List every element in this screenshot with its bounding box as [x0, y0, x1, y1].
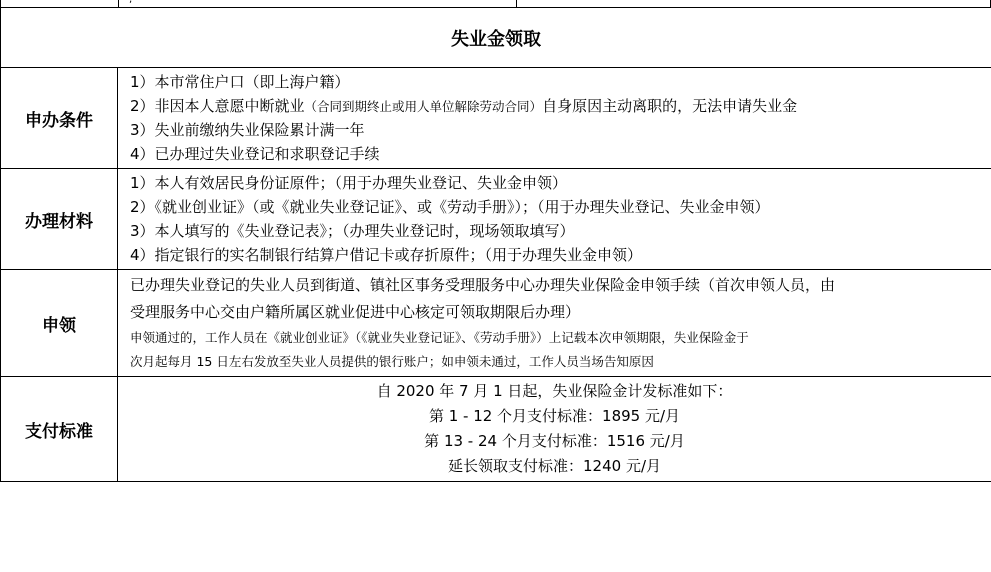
- materials-content: [118, 169, 991, 270]
- standard-line: 第 13 - 24 个月支付标准：1516 元/月: [424, 432, 685, 450]
- standards-label: 支付标准: [1, 377, 118, 482]
- material-item: 4）指定银行的实名制银行结算户借记卡或存折原件；（用于办理失业金申领）: [130, 246, 643, 264]
- claim-note-line: 申领通过的，工作人员在《就业创业证》（《就业失业登记证》、《劳动手册》）上记载本次申领期限，失业保险金于: [130, 330, 749, 345]
- standard-line: 第 1 - 12 个月支付标准：1895 元/月: [428, 407, 681, 425]
- title-row: [1, 8, 991, 68]
- condition-item: [118, 94, 991, 118]
- material-item: 1）本人有效居民身份证原件；（用于办理失业登记、失业金申领）: [130, 174, 568, 192]
- materials-label: 办理材料: [1, 169, 118, 270]
- condition-item-note: （合同到期终止或用人单位解除劳动合同）: [304, 99, 543, 114]
- condition-item-main: 2）非因本人意愿中断就业: [130, 97, 305, 115]
- material-item: 3）本人填写的《失业登记表》；（办理失业登记时，现场领取填写）: [130, 222, 575, 240]
- conditions-label: 申办条件: [1, 68, 118, 169]
- claim-label: 申领: [1, 270, 118, 377]
- claim-row: [1, 270, 991, 377]
- table-title: 失业金领取: [1, 8, 991, 68]
- materials-row: [1, 169, 991, 270]
- claim-line: 受理服务中心交由户籍所属区就业促进中心核定可领取期限后办理）: [130, 303, 581, 321]
- condition-item: 1）本市常住户口（即上海户籍）: [130, 73, 350, 91]
- standard-line: 自 2020 年 7 月 1 日起，失业保险金计发标准如下：: [376, 382, 733, 400]
- claim-content: [118, 270, 991, 377]
- condition-item: 4）已办理过失业登记和求职登记手续: [130, 145, 380, 163]
- condition-item-main: 自身原因主动离职的，无法申请失业金: [542, 97, 798, 115]
- conditions-content: [118, 68, 991, 169]
- condition-item: 3）失业前缴纳失业保险累计满一年: [130, 121, 365, 139]
- previous-row-text: [129, 0, 132, 5]
- claim-line: 已办理失业登记的失业人员到街道、镇社区事务受理服务中心办理失业保险金申领手续（首次申领人员，由: [130, 276, 836, 294]
- unemployment-benefit-table: [0, 7, 991, 482]
- standards-content: [118, 377, 991, 482]
- conditions-row: [1, 68, 991, 169]
- standard-line: 延长领取支付标准：1240 元/月: [448, 457, 661, 475]
- material-item: 2）《就业创业证》（或《就业失业登记证》、或《劳动手册》）；（用于办理失业登记、失业金申领）: [130, 198, 770, 216]
- standards-row: [1, 377, 991, 482]
- claim-note-line: 次月起每月 15 日左右发放至失业人员提供的银行账户；如申领未通过，工作人员当场告知原因: [130, 354, 654, 369]
